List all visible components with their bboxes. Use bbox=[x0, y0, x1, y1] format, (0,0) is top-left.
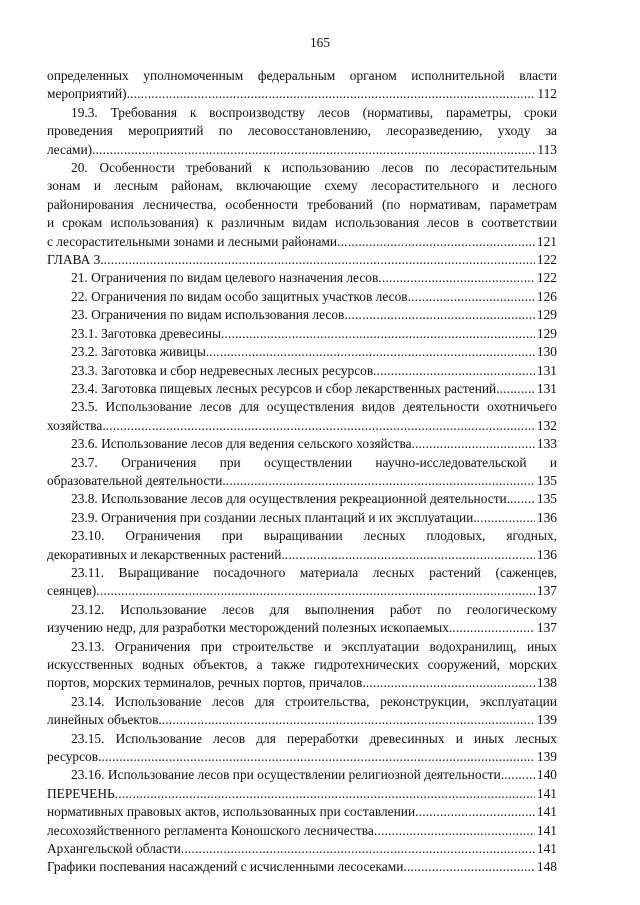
dot-leader bbox=[224, 325, 535, 343]
toc-entry-title: хозяйства. bbox=[47, 417, 106, 433]
toc-entry-text-line: 23.7. Ограничения при осуществлении научно-исследовательской и bbox=[71, 454, 557, 470]
toc-entry-page-number: 137 bbox=[536, 583, 557, 599]
toc-entry-title: Архангельской области bbox=[47, 841, 181, 857]
toc-entry-title: 23.6. Использование лесов для ведения сельского хозяйства. bbox=[71, 436, 415, 452]
toc-entry bbox=[47, 435, 557, 453]
toc-entry bbox=[47, 638, 557, 693]
toc-entry-final-line bbox=[47, 858, 557, 876]
toc-entry-title: 21. Ограничения по видам целевого назначения лесов bbox=[71, 270, 379, 286]
dot-leader bbox=[115, 785, 535, 803]
dot-leader bbox=[415, 435, 535, 453]
table-of-contents bbox=[47, 67, 557, 877]
toc-entry bbox=[47, 822, 557, 840]
toc-entry-text-line: и срокам использования) к различным видам использования лесов в соответствии bbox=[47, 215, 557, 231]
toc-entry-title: лесохозяйственного регламента Коношского лесничества bbox=[47, 822, 374, 838]
toc-entry-page-number: 139 bbox=[536, 712, 557, 728]
toc-entry bbox=[47, 803, 557, 821]
toc-entry-final-line bbox=[47, 417, 557, 435]
toc-entry-final-line bbox=[47, 674, 557, 692]
toc-entry-title: 22. Ограничения по видам особо защитных участков лесов bbox=[71, 288, 408, 304]
toc-entry-final-line bbox=[47, 472, 557, 490]
toc-entry-text-line: проведения мероприятий по лесовосстановлению, лесоразведению, уходу за bbox=[47, 123, 557, 139]
toc-entry-final-line bbox=[47, 85, 557, 103]
toc-entry bbox=[47, 601, 557, 638]
toc-entry-title: с лесорастительными зонами и лесными районами bbox=[47, 233, 338, 249]
toc-entry-text-line: 23.13. Ограничения при строительстве и эксплуатации водохранилищ, иных bbox=[71, 638, 557, 654]
toc-entry-page-number: 113 bbox=[537, 141, 557, 157]
toc-entry-title: 23.3. Заготовка и сбор недревесных лесных ресурсов. bbox=[71, 362, 377, 378]
toc-entry-page-number: 137 bbox=[536, 620, 557, 636]
dot-leader bbox=[415, 803, 535, 821]
toc-entry bbox=[47, 325, 557, 343]
toc-entry bbox=[47, 67, 557, 104]
toc-entry-title: 23.9. Ограничения при создании лесных плантаций и их эксплуатации. bbox=[71, 509, 477, 525]
toc-entry-title: 23.16. Использование лесов при осуществлении религиозной деятельности. bbox=[71, 767, 505, 783]
toc-entry-text-line: 23.5. Использование лесов для осуществления видов деятельности охотничьего bbox=[71, 399, 557, 415]
toc-entry-final-line bbox=[47, 748, 557, 766]
toc-entry bbox=[47, 840, 557, 858]
dot-leader bbox=[366, 674, 535, 692]
toc-entry bbox=[47, 251, 557, 269]
toc-entry-title: нормативных правовых актов, использованных при составлении bbox=[47, 804, 416, 820]
toc-entry bbox=[47, 288, 557, 306]
toc-entry bbox=[47, 785, 557, 803]
toc-entry bbox=[47, 564, 557, 601]
toc-entry bbox=[47, 306, 557, 324]
dot-leader bbox=[95, 141, 535, 159]
toc-entry-page-number: 122 bbox=[536, 252, 557, 268]
dot-leader bbox=[285, 546, 535, 564]
dot-leader bbox=[106, 417, 535, 435]
toc-entry-final-line bbox=[47, 619, 557, 637]
toc-entry-final-line bbox=[47, 343, 557, 361]
toc-entry-final-line bbox=[47, 269, 557, 287]
toc-entry bbox=[47, 730, 557, 767]
dot-leader bbox=[130, 85, 535, 103]
toc-entry-text-line: 19.3. Требования к воспроизводству лесов (нормативы, параметры, сроки bbox=[71, 104, 557, 120]
toc-entry-final-line bbox=[47, 306, 557, 324]
toc-entry bbox=[47, 858, 557, 876]
toc-entry bbox=[47, 509, 557, 527]
toc-entry-final-line bbox=[47, 435, 557, 453]
toc-entry-final-line bbox=[47, 582, 557, 600]
dot-leader bbox=[101, 748, 534, 766]
dot-leader bbox=[344, 306, 535, 324]
toc-entry-text-line: районирования лесничества, особенности требований (по нормативам, параметрам bbox=[47, 196, 557, 212]
toc-entry-final-line bbox=[47, 380, 557, 398]
toc-entry-page-number: 131 bbox=[536, 362, 557, 378]
toc-entry bbox=[47, 454, 557, 491]
toc-entry-page-number: 141 bbox=[536, 822, 557, 838]
toc-entry-title: Графики поспевания насаждений с исчисленными лесосеками bbox=[47, 859, 404, 875]
dot-leader bbox=[226, 472, 535, 490]
toc-entry-page-number: 136 bbox=[536, 509, 557, 525]
toc-entry-page-number: 148 bbox=[536, 859, 557, 875]
toc-entry-final-line bbox=[47, 251, 557, 269]
dot-leader bbox=[378, 269, 535, 287]
toc-entry-title: портов, морских терминалов, речных портов, причалов. bbox=[47, 675, 366, 691]
toc-entry-text-line: 23.10. Ограничения при выращивании лесных плодовых, ягодных, bbox=[71, 528, 557, 544]
toc-entry-page-number: 133 bbox=[536, 436, 557, 452]
toc-entry bbox=[47, 104, 557, 159]
dot-leader bbox=[162, 711, 535, 729]
dot-leader bbox=[500, 380, 535, 398]
toc-entry bbox=[47, 343, 557, 361]
toc-entry-final-line bbox=[47, 141, 557, 159]
toc-entry-title: декоративных и лекарственных растений. bbox=[47, 546, 285, 562]
toc-entry-page-number: 121 bbox=[536, 233, 557, 249]
toc-entry-page-number: 138 bbox=[536, 675, 557, 691]
toc-entry bbox=[47, 159, 557, 251]
dot-leader bbox=[452, 619, 535, 637]
toc-entry-final-line bbox=[47, 711, 557, 729]
toc-entry-title: 23.1. Заготовка древесины. bbox=[71, 325, 225, 341]
toc-entry-title: изучению недр, для разработки месторождений полезных ископаемых. bbox=[47, 620, 453, 636]
toc-entry-page-number: 112 bbox=[537, 86, 557, 102]
dot-leader bbox=[504, 766, 535, 784]
toc-entry-page-number: 132 bbox=[536, 417, 557, 433]
dot-leader bbox=[510, 490, 535, 508]
toc-entry-text-line: 23.12. Использование лесов для выполнения работ по геологическому bbox=[71, 601, 557, 617]
toc-entry-final-line bbox=[47, 546, 557, 564]
toc-entry-final-line bbox=[47, 840, 557, 858]
toc-entry-page-number: 122 bbox=[536, 270, 557, 286]
toc-entry-text-line: 23.11. Выращивание посадочного материала лесных растений (саженцев, bbox=[71, 564, 557, 580]
toc-entry-page-number: 141 bbox=[536, 785, 557, 801]
toc-entry bbox=[47, 269, 557, 287]
toc-entry-title: 23.8. Использование лесов для осуществления рекреационной деятельности. bbox=[71, 491, 511, 507]
dot-leader bbox=[181, 840, 535, 858]
dot-leader bbox=[337, 233, 535, 251]
toc-entry-page-number: 141 bbox=[536, 804, 557, 820]
toc-entry bbox=[47, 380, 557, 398]
toc-entry bbox=[47, 398, 557, 435]
toc-entry-final-line bbox=[47, 509, 557, 527]
toc-entry-page-number: 130 bbox=[536, 344, 557, 360]
toc-entry-text-line: 23.15. Использование лесов для переработки древесинных и иных лесных bbox=[71, 730, 557, 746]
toc-entry-title: 23.2. Заготовка живицы. bbox=[71, 344, 210, 360]
toc-entry bbox=[47, 527, 557, 564]
toc-entry-title: 23. Ограничения по видам использования лесов bbox=[71, 307, 345, 323]
toc-entry-final-line bbox=[47, 766, 557, 784]
toc-entry-page-number: 139 bbox=[536, 749, 557, 765]
toc-entry-title: ГЛАВА 3. bbox=[47, 252, 104, 268]
toc-entry-title: линейных объектов. bbox=[47, 712, 162, 728]
toc-entry-page-number: 136 bbox=[536, 546, 557, 562]
toc-entry bbox=[47, 766, 557, 784]
toc-entry-title: сеянцев) bbox=[47, 583, 97, 599]
toc-entry bbox=[47, 490, 557, 508]
toc-entry-title: образовательной деятельности. bbox=[47, 472, 226, 488]
toc-entry-text-line: 20. Особенности требований к использованию лесов по лесорастительным bbox=[71, 160, 557, 176]
toc-entry-page-number: 129 bbox=[536, 307, 557, 323]
toc-entry-page-number: 140 bbox=[536, 767, 557, 783]
toc-entry-title: ресурсов. bbox=[47, 749, 102, 765]
dot-leader bbox=[377, 362, 535, 380]
toc-entry-final-line bbox=[47, 233, 557, 251]
toc-entry-title: мероприятий). bbox=[47, 86, 130, 102]
dot-leader bbox=[408, 288, 535, 306]
toc-entry-page-number: 131 bbox=[536, 380, 557, 396]
toc-entry-page-number: 135 bbox=[536, 472, 557, 488]
toc-entry-text-line: 23.14. Использование лесов для строительства, реконструкции, эксплуатации bbox=[71, 693, 557, 709]
dot-leader bbox=[104, 251, 535, 269]
toc-entry-title: ПЕРЕЧЕНЬ bbox=[47, 785, 115, 801]
toc-entry-page-number: 126 bbox=[536, 288, 557, 304]
toc-entry-final-line bbox=[47, 822, 557, 840]
toc-entry bbox=[47, 362, 557, 380]
toc-entry-title: лесами). bbox=[47, 141, 96, 157]
toc-entry-text-line: искусственных водных объектов, а также гидротехнических сооружений, морских bbox=[47, 657, 557, 672]
toc-entry-final-line bbox=[47, 785, 557, 803]
dot-leader bbox=[477, 509, 535, 527]
toc-entry-final-line bbox=[47, 490, 557, 508]
toc-entry-text-line: зонам и лесным районам, включающие схему лесорастительного и лесного bbox=[47, 178, 557, 194]
toc-entry-final-line bbox=[47, 803, 557, 821]
toc-entry-page-number: 135 bbox=[536, 491, 557, 507]
toc-entry-title: 23.4. Заготовка пищевых лесных ресурсов и сбор лекарственных растений. bbox=[71, 380, 500, 396]
dot-leader bbox=[209, 343, 535, 361]
toc-entry-final-line bbox=[47, 362, 557, 380]
toc-entry-final-line bbox=[47, 325, 557, 343]
dot-leader bbox=[374, 822, 535, 840]
toc-entry-page-number: 129 bbox=[536, 325, 557, 341]
toc-entry-page-number: 141 bbox=[536, 841, 557, 857]
page-number: 165 bbox=[309, 35, 331, 50]
toc-entry bbox=[47, 693, 557, 730]
dot-leader bbox=[403, 858, 535, 876]
toc-entry-final-line bbox=[47, 288, 557, 306]
toc-entry-text-line: определенных уполномоченным федеральным органом исполнительной власти bbox=[47, 68, 557, 83]
dot-leader bbox=[96, 582, 535, 600]
